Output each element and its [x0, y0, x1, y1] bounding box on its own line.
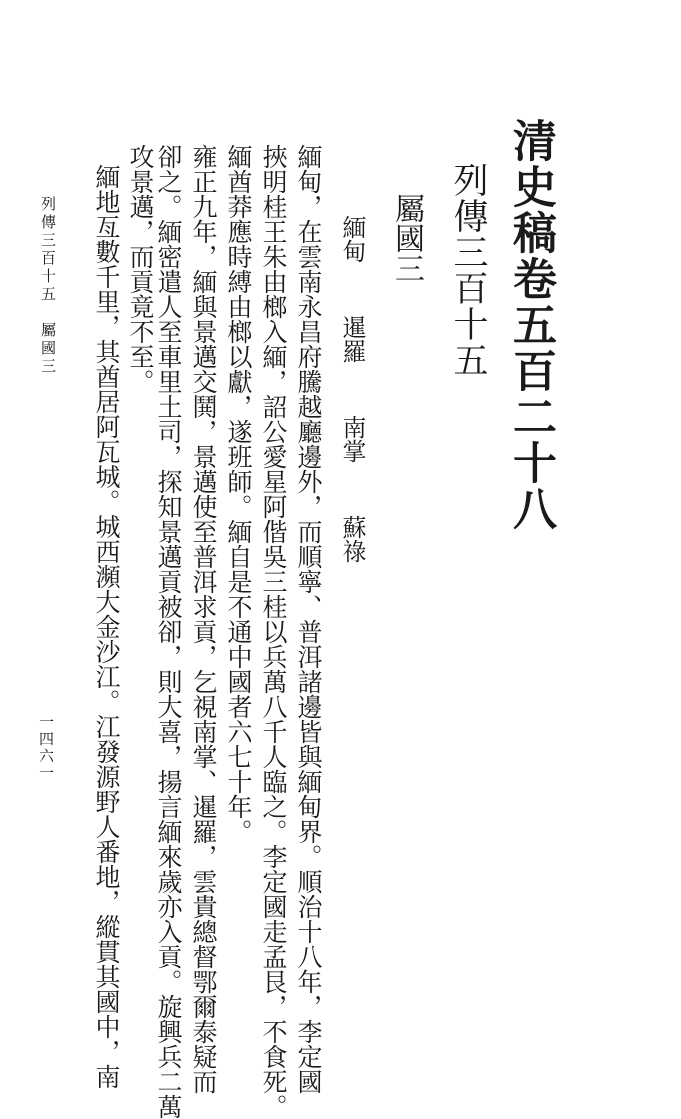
margin-chapter-label: 列傳三百十五 屬國三	[39, 196, 57, 376]
body-column-5: 卻之。緬密遣人至車里土司，探知景邁貢被卻，則大喜，揚言緬來歲亦入貢。旋興兵二萬	[154, 144, 183, 1119]
body-column-6: 攻景邁，而貢竟不至。	[126, 144, 155, 394]
body-column-7: 緬地亙數千里，其酋居阿瓦城。城西瀕大金沙江。江發源野人番地，縱貫其國中，南	[92, 164, 121, 1089]
body-column-4: 雍正九年，緬與景邁交鬨，景邁使至普洱求貢，乞視南掌、暹羅，雲貴總督鄂爾泰疑而	[189, 144, 218, 1094]
subject-item: 南掌	[338, 415, 366, 463]
section-title: 屬國三	[389, 193, 424, 283]
chapter-title: 列傳三百十五	[448, 162, 488, 378]
body-column-2: 挾明桂王朱由榔入緬，詔公愛星阿偕吳三桂以兵萬八千人臨之。李定國走孟艮，不食死。	[259, 144, 288, 1119]
subject-list	[340, 215, 364, 563]
page-number: 一四六一	[37, 714, 55, 782]
subject-item: 暹羅	[338, 315, 366, 363]
body-column-1: 緬甸，在雲南永昌府騰越廳邊外，而順寧、普洱諸邊皆與緬甸界。順治十八年，李定國	[294, 144, 323, 1094]
subject-item: 蘇祿	[338, 515, 366, 563]
volume-title: 清史稿卷五百二十八	[505, 118, 556, 532]
subject-item: 緬甸	[338, 215, 366, 263]
body-column-3: 緬酋莽應時縛由榔以獻，遂班師。緬自是不通中國者六七十年。	[224, 144, 253, 844]
